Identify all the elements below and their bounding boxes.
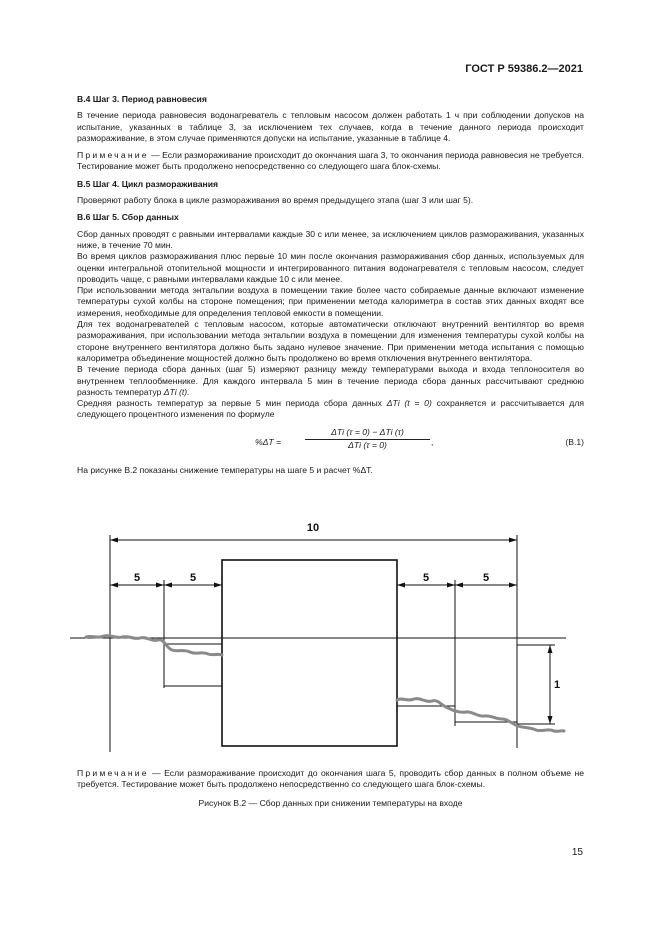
arrowhead (397, 583, 405, 588)
paragraph: В течение периода равновесия водонагреватель с тепловым насосом должен работать 1 ч при соблюдении допусков на испытание, указанных в таблице 3, за исключением тех случаев, когда в течение данного периода происходит размораживание, в этом случае применяются допуски на испытание, указанные в таблице 4. (77, 110, 584, 143)
note-label: Примечание (77, 150, 149, 161)
arrowhead (164, 583, 172, 588)
figure-notes (77, 768, 584, 809)
formula-numerator: ΔTi (τ = 0) − ΔTi (τ) (305, 427, 430, 440)
temperature-curve-right (397, 699, 564, 732)
paragraph: При использовании метода энтальпии воздуха в помещении такие более часто собираемые данные включают изменение температуры сухой колбы на стороне помещения; при применении метода калориметра в состав этих данных входят все измерения, необходимые для определения тепловой емкости в помещении. (77, 285, 584, 318)
paragraph-text: сохраняется и рассчитывается для следующего процентного изменения по формуле (77, 398, 584, 420)
figure-caption: Рисунок B.2 — Сбор данных при снижении температуры на входе (198, 797, 463, 808)
arrowhead (548, 716, 553, 724)
paragraph-text: Средняя разность температур за первые 5 мин периода сбора данных (77, 398, 387, 409)
paragraph: Проверяют работу блока в цикле размораживания во время предыдущего этапа (шаг 3 или шаг 5). (77, 195, 474, 206)
label-5: 5 (133, 572, 141, 584)
inline-formula: ΔTi (t). (163, 386, 190, 397)
document-header: ГОСТ Р 59386.2—2021 (465, 63, 583, 75)
note-text: — Если размораживание происходит до окончания шага 3, то окончания периода равновесия не требуется. Тестирование может быть продолжено непосредственно со следующего шага блок-схемы. (77, 150, 584, 172)
section-heading-b4: B.4 Шаг 3. Период равновесия (77, 94, 207, 104)
paragraph: Для тех водонагревателей с тепловым насосом, которые автоматически отключают внутренний вентилятор во время размораживания, при использовании метода энтальпии воздуха в помещении для изменения температуры сухой колбы на стороне внутреннего вентилятора должно быть задано нулевое значение. При применении метода испытания с помощью калориметра объединение мощностей должно быть продолжено во время отключения внутреннего вентилятора. (77, 319, 584, 363)
arrowhead (509, 538, 517, 543)
formula-comma: , (431, 436, 434, 447)
label-5: 5 (189, 572, 197, 584)
paragraph: Во время циклов размораживания плюс первые 10 мин после окончания размораживания сбор данных, используемых для оценки интегральной отопительной мощности и интегрированного питания водонагревателя с тепловым насосом, следует проводить чаще, с равными интервалами каждые 10 с или менее. (77, 251, 584, 284)
paragraph: На рисунке B.2 показаны снижение температуры на шаге 5 и расчет %ΔT. (77, 464, 373, 475)
paragraph-text: В течение периода сбора данных (шаг 5) измеряют разницу между температурами выхода и входа теплоносителя во внутреннем теплообменнике. Для каждого интервала 5 мин в течение периода сбора данных рассчитывают среднюю разность температур (77, 364, 584, 397)
defrost-block (222, 560, 397, 746)
note-label: Примечание (77, 768, 149, 778)
arrowhead (447, 583, 455, 588)
arrowhead (156, 583, 164, 588)
section-heading-b5: B.5 Шаг 4. Цикл размораживания (77, 178, 219, 189)
arrowhead (548, 645, 553, 653)
label-5: 5 (422, 572, 430, 584)
arrowhead (110, 583, 118, 588)
inline-formula: ΔTi (t = 0) (386, 398, 432, 409)
arrowhead (455, 583, 463, 588)
arrowhead (214, 583, 222, 588)
section-heading-b6: B.6 Шаг 5. Сбор данных (77, 212, 179, 223)
page-number: 15 (571, 847, 583, 858)
label-5: 5 (482, 572, 490, 584)
formula-number: (B.1) (565, 436, 584, 447)
arrowhead (110, 538, 118, 543)
formula-lhs: %ΔT = (255, 436, 282, 447)
note-paragraph (77, 768, 584, 791)
formula-denominator: ΔTi (τ = 0) (348, 440, 387, 451)
arrowhead (509, 583, 517, 588)
note-text: — Если размораживание происходит до окончания шага 5, проводить сбор данных в полном объеме не требуется. Тестирование может быть продолжено непосредственно со следующего шага блок-схемы. (77, 768, 584, 790)
label-1: 1 (553, 679, 561, 691)
label-10: 10 (306, 522, 320, 534)
paragraph: Сбор данных проводят с равными интервалами каждые 30 с или менее, за исключением циклов размораживания, указанных ниже, в течение 70 мин. (77, 228, 584, 250)
